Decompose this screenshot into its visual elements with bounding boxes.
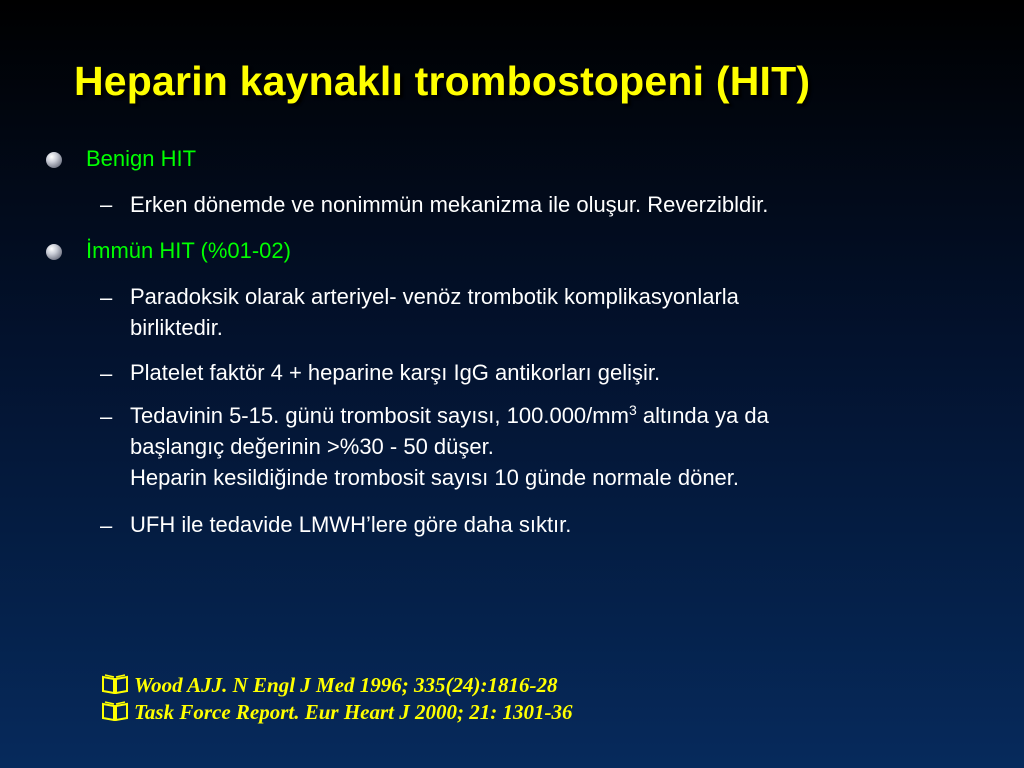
list-item-text: Paradoksik olarak arteriyel- venöz trombotik komplikasyonlarla bbox=[130, 284, 739, 309]
section-heading-immun: İmmün HIT (%01-02) bbox=[86, 238, 291, 263]
bullet-icon bbox=[46, 152, 62, 168]
section-heading-benign: Benign HIT bbox=[86, 146, 197, 171]
reference-item bbox=[102, 673, 558, 700]
list-item-line bbox=[130, 400, 769, 431]
list-item bbox=[130, 189, 768, 220]
dash-marker: – bbox=[100, 285, 113, 310]
superscript: 3 bbox=[628, 402, 637, 418]
list-item bbox=[130, 281, 739, 343]
list-item bbox=[130, 400, 769, 493]
dash-marker: – bbox=[100, 361, 113, 386]
reference-item bbox=[102, 700, 572, 727]
bullet-icon bbox=[46, 244, 62, 260]
list-item-text: başlangıç değerinin >%30 - 50 düşer. bbox=[130, 434, 494, 459]
book-icon bbox=[102, 674, 134, 700]
reference-text: Task Force Report. Eur Heart J 2000; 21: 1301-36 bbox=[134, 700, 573, 724]
list-item-text: birliktedir. bbox=[130, 315, 223, 340]
list-item-text: Tedavinin 5-15. günü trombosit sayısı, 100.000/mm bbox=[130, 403, 629, 428]
list-item-text: altında ya da bbox=[636, 403, 769, 428]
list-item bbox=[130, 357, 660, 388]
reference-text: Wood AJJ. N Engl J Med 1996; 335(24):1816-28 bbox=[134, 673, 558, 697]
book-icon bbox=[102, 701, 134, 727]
list-item-text: Erken dönemde ve nonimmün mekanizma ile oluşur. Reverzibldir. bbox=[130, 192, 769, 217]
list-item-text: Platelet faktör 4 + heparine karşı IgG antikorları gelişir. bbox=[130, 360, 661, 385]
dash-marker: – bbox=[100, 513, 113, 538]
list-item bbox=[130, 509, 571, 540]
dash-marker: – bbox=[100, 404, 113, 429]
slide-title: Heparin kaynaklı trombostopeni (HIT) bbox=[74, 58, 811, 104]
dash-marker: – bbox=[100, 192, 113, 217]
list-item-text: UFH ile tedavide LMWH’lere göre daha sıktır. bbox=[130, 512, 572, 537]
list-item-text: Heparin kesildiğinde trombosit sayısı 10 günde normale döner. bbox=[130, 465, 740, 490]
